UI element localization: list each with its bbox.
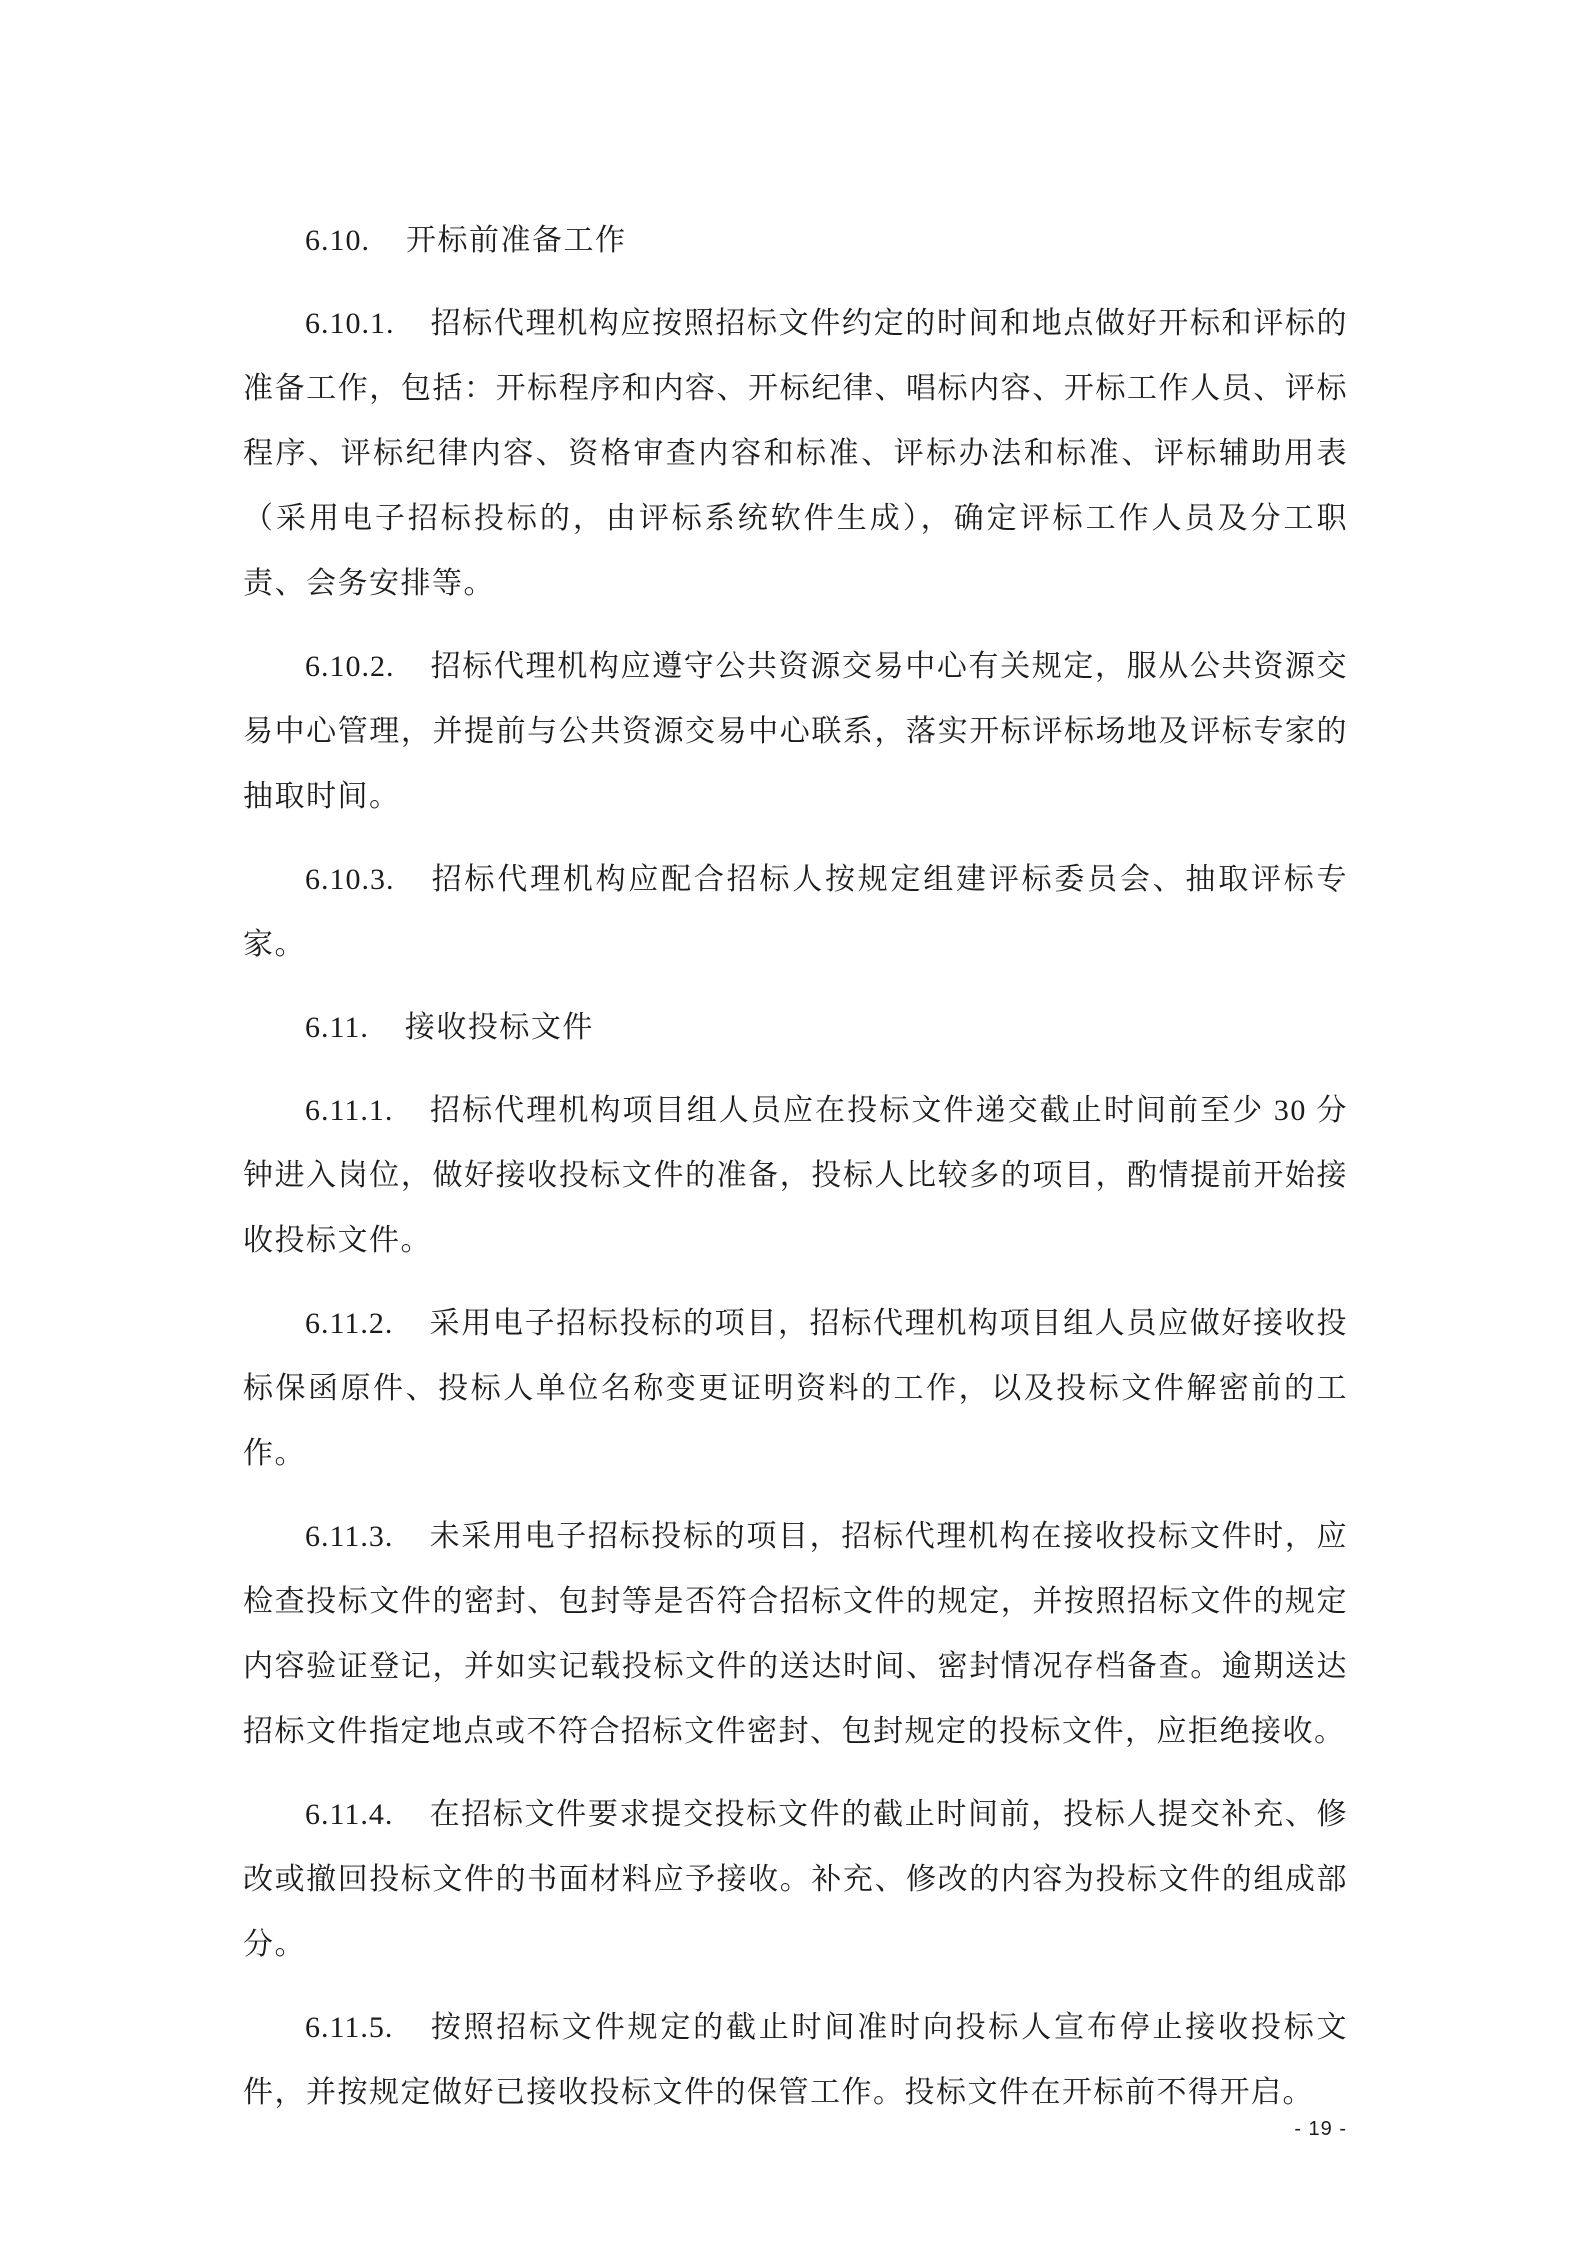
section-title: 接收投标文件 [404,1011,594,1044]
paragraph [243,1504,1348,1764]
paragraph-number: 6.11.1. [305,1094,394,1127]
paragraph-text: 未采用电子招标投标的项目，招标代理机构在接收投标文件时，应检查投标文件的密封、包封等是否符合招标文件的规定，并按照招标文件的规定内容验证登记，并如实记载投标文件的送达时间、密封情况存档备查。逾期送达招标文件指定地点或不符合招标文件密封、包封规定的投标文件，应拒绝接收。 [243,1520,1348,1748]
paragraph-text: 在招标文件要求提交投标文件的截止时间前，投标人提交补充、修改或撤回投标文件的书面材料应予接收。补充、修改的内容为投标文件的组成部分。 [243,1798,1348,1961]
paragraph-text: 招标代理机构应配合招标人按规定组建评标委员会、抽取评标专家。 [243,863,1348,961]
paragraph-text: 招标代理机构项目组人员应在投标文件递交截止时间前至少 30 分钟进入岗位，做好接收投标文件的准备，投标人比较多的项目，酌情提前开始接收投标文件。 [243,1094,1348,1257]
paragraph [243,1995,1348,2125]
paragraph-number: 6.10.2. [305,650,395,683]
paragraph-number: 6.11.5. [305,2011,394,2044]
paragraph-number: 6.10.3. [305,863,395,896]
paragraph [243,291,1348,616]
paragraph-number: 6.10.1. [305,307,395,340]
paragraph-text: 招标代理机构应按照招标文件约定的时间和地点做好开标和评标的准备工作，包括：开标程序和内容、开标纪律、唱标内容、开标工作人员、评标程序、评标纪律内容、资格审查内容和标准、评标办法和标准、评标辅助用表（采用电子招标投标的，由评标系统软件生成），确定评标工作人员及分工职责、会务安排等。 [243,307,1348,600]
section-heading [243,995,1348,1060]
section-number: 6.11. [305,1011,369,1044]
paragraph-text: 招标代理机构应遵守公共资源交易中心有关规定，服从公共资源交易中心管理，并提前与公共资源交易中心联系，落实开标评标场地及评标专家的抽取时间。 [243,650,1348,813]
paragraph-number: 6.11.3. [305,1520,394,1553]
section-title: 开标前准备工作 [406,224,627,257]
paragraph-text: 采用电子招标投标的项目，招标代理机构项目组人员应做好接收投标保函原件、投标人单位名称变更证明资料的工作，以及投标文件解密前的工作。 [243,1307,1348,1470]
page-number: - 19 - [1294,2118,1347,2140]
paragraph [243,847,1348,977]
paragraph [243,634,1348,829]
paragraph [243,1782,1348,1977]
paragraph-number: 6.11.4. [305,1798,394,1831]
paragraph [243,1078,1348,1273]
paragraph-number: 6.11.2. [305,1307,394,1340]
paragraph [243,1291,1348,1486]
section-number: 6.10. [305,224,370,257]
section-heading [243,208,1348,273]
paragraph-text: 按照招标文件规定的截止时间准时向投标人宣布停止接收投标文件，并按规定做好已接收投标文件的保管工作。投标文件在开标前不得开启。 [243,2011,1348,2109]
